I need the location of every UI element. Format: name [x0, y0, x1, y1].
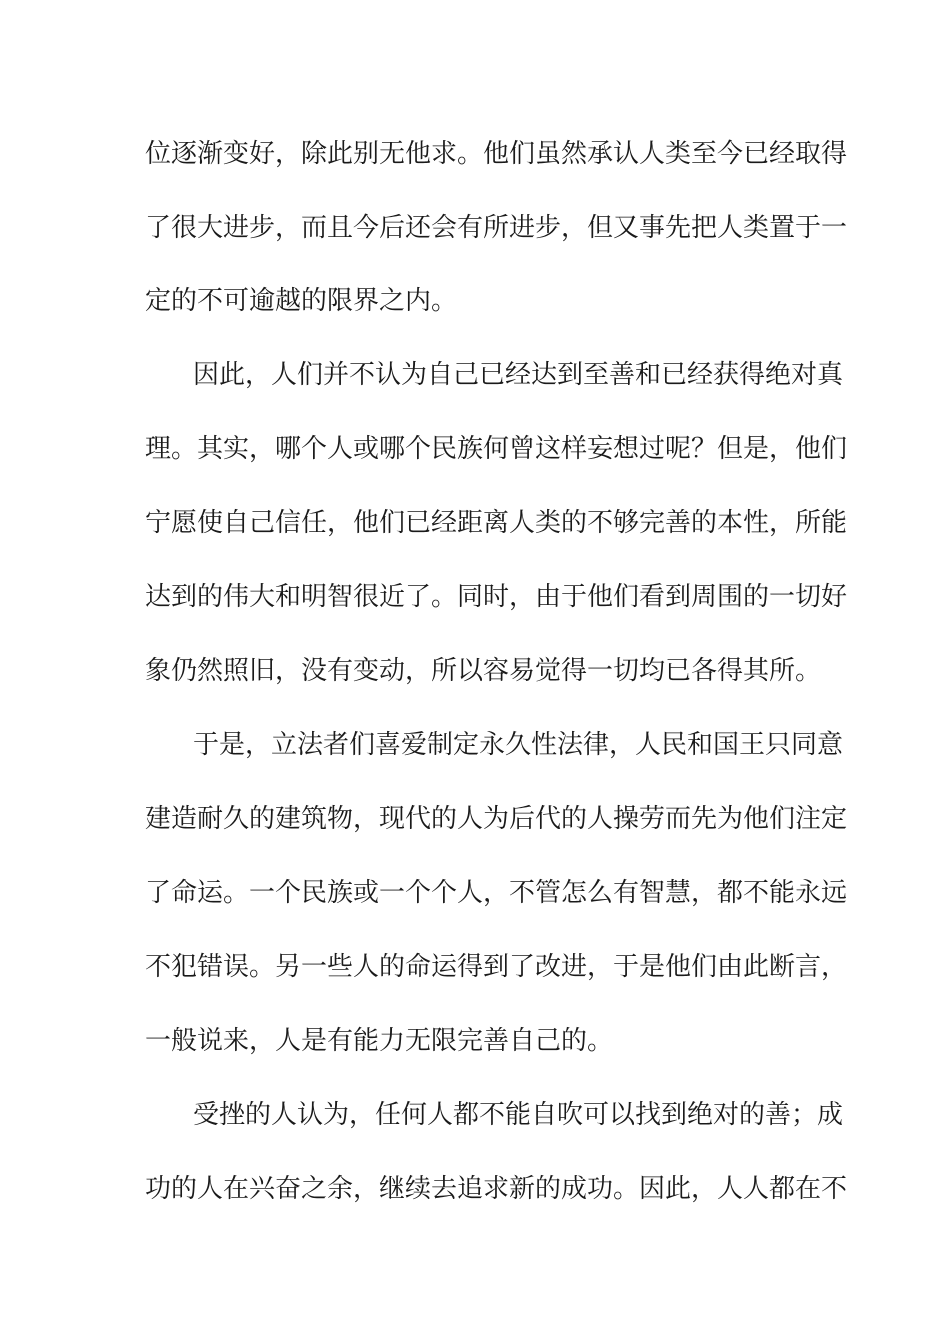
- paragraph-first-line: 因此，人们并不认为自己已经达到至善和已经获得绝对真: [193, 360, 844, 390]
- text-line: 达到的伟大和明智很近了。同时，由于他们看到周围的一切好: [145, 582, 848, 612]
- text-line: 宁愿使自己信任，他们已经距离人类的不够完善的本性，所能: [145, 508, 848, 538]
- text-line: 理。其实，哪个人或哪个民族何曾这样妄想过呢？但是，他们: [145, 434, 848, 464]
- text-line: 功的人在兴奋之余，继续去追求新的成功。因此，人人都在不: [145, 1174, 848, 1204]
- paragraph-first-line: 受挫的人认为，任何人都不能自吹可以找到绝对的善；成: [193, 1100, 844, 1130]
- text-line: 不犯错误。另一些人的命运得到了改进，于是他们由此断言，: [145, 952, 848, 982]
- paragraph-first-line: 于是，立法者们喜爱制定永久性法律，人民和国王只同意: [193, 730, 844, 760]
- text-line: 了命运。一个民族或一个个人，不管怎么有智慧，都不能永远: [145, 878, 848, 908]
- text-line: 位逐渐变好，除此别无他求。他们虽然承认人类至今已经取得: [145, 139, 848, 169]
- text-line: 一般说来，人是有能力无限完善自己的。: [145, 1026, 614, 1056]
- text-line: 了很大进步，而且今后还会有所进步，但又事先把人类置于一: [145, 213, 848, 243]
- text-line: 定的不可逾越的限界之内。: [145, 286, 458, 316]
- text-line: 象仍然照旧，没有变动，所以容易觉得一切均已各得其所。: [145, 656, 822, 686]
- text-line: 建造耐久的建筑物，现代的人为后代的人操劳而先为他们注定: [145, 804, 848, 834]
